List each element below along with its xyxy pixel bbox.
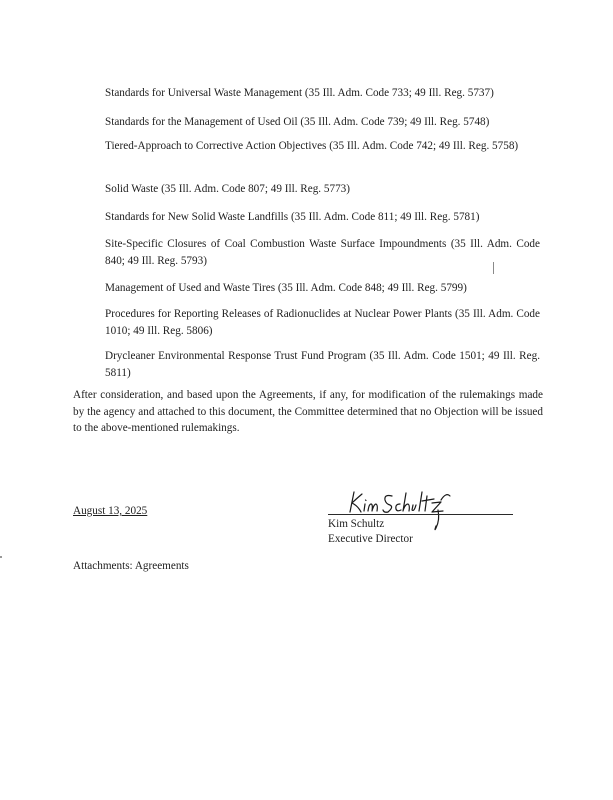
scan-artifact-dot [0, 556, 2, 558]
signature-date: August 13, 2025 [73, 505, 148, 517]
rulemaking-item-radionuclides: Procedures for Reporting Releases of Radionuclides at Nuclear Power Plants (35 Ill. Adm. Code 1010; 49 Ill. Reg. 5806) [105, 308, 540, 337]
rulemaking-item-waste-tires: Management of Used and Waste Tires (35 Ill. Adm. Code 848; 49 Ill. Reg. 5799) [105, 282, 467, 294]
conclusion-paragraph: After consideration, and based upon the Agreements, if any, for modification of the rulemakings made by the agency and attached to this document, the Committee determined that no Objection will be issued to the above-mentioned rulemakings. [73, 389, 543, 434]
rulemaking-item-used-oil: Standards for the Management of Used Oil (35 Ill. Adm. Code 739; 49 Ill. Reg. 5748) [105, 116, 490, 128]
signatory-name: Kim Schultz [328, 518, 385, 530]
rulemaking-item-universal-waste: Standards for Universal Waste Management (35 Ill. Adm. Code 733; 49 Ill. Reg. 5737) [105, 87, 494, 99]
scan-artifact [493, 262, 494, 274]
rulemaking-item-coal-combustion: Site-Specific Closures of Coal Combustion Waste Surface Impoundments (35 Ill. Adm. Code 840; 49 Ill. Reg. 5793) [105, 238, 540, 267]
rulemaking-item-new-landfills: Standards for New Solid Waste Landfills (35 Ill. Adm. Code 811; 49 Ill. Reg. 5781) [105, 211, 480, 223]
attachments-line: Attachments: Agreements [73, 560, 189, 572]
rulemaking-item-solid-waste: Solid Waste (35 Ill. Adm. Code 807; 49 Ill. Reg. 5773) [105, 183, 351, 195]
rulemaking-item-drycleaner: Drycleaner Environmental Response Trust Fund Program (35 Ill. Adm. Code 1501; 49 Ill. Reg. 5811) [105, 350, 540, 379]
signatory-title: Executive Director [328, 533, 413, 545]
signature-line [328, 514, 513, 515]
rulemaking-item-tiered-approach: Tiered-Approach to Corrective Action Objectives (35 Ill. Adm. Code 742; 49 Ill. Reg. 5758) [105, 140, 519, 152]
